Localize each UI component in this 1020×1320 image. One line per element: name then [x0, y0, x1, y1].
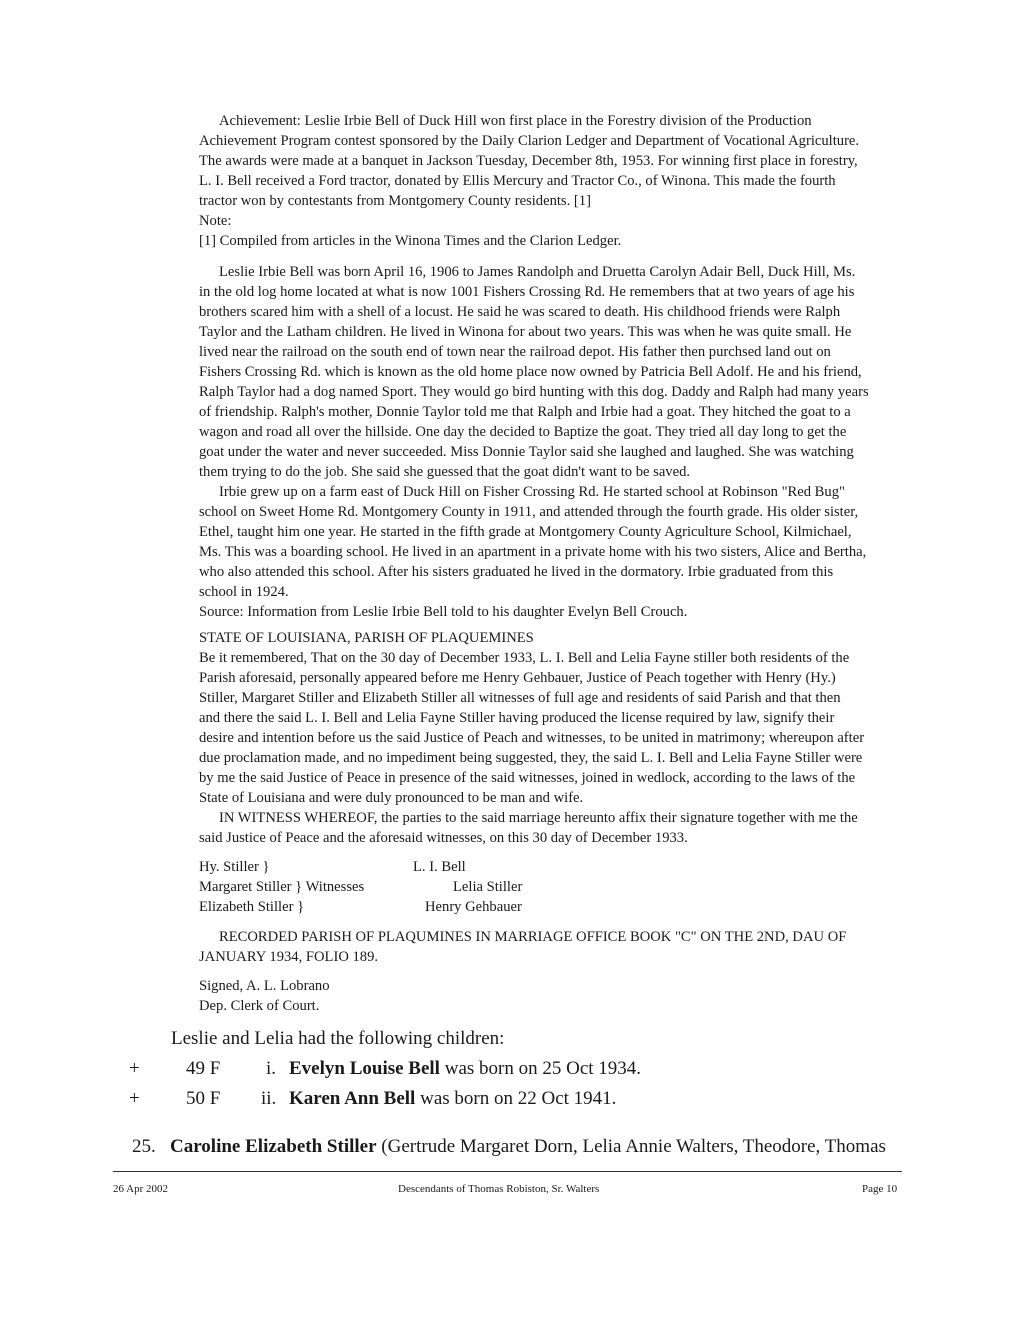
- marriage-line: Be it remembered, That on the 30 day of December 1933, L. I. Bell and Lelia Fayne stiller both residents of the: [199, 650, 850, 666]
- marriage-line: desire and intention before us the said Justice of Peach and witnesses, to be united in matrimony; whereupon after: [199, 730, 865, 746]
- bio-line: goat under the water and never succeeded. Miss Donnie Taylor said she laughed and laughed. She was watching: [199, 444, 854, 460]
- child-plus: +: [129, 1058, 140, 1079]
- marriage-line: State of Louisiana and were duly pronounced to be man and wife.: [199, 790, 584, 806]
- child-number: 49 F: [186, 1058, 221, 1079]
- footer-date: 26 Apr 2002: [113, 1183, 168, 1195]
- signed-line: Dep. Clerk of Court.: [199, 998, 320, 1014]
- witness-name: Elizabeth Stiller }: [199, 899, 305, 915]
- child-plus: +: [129, 1088, 140, 1109]
- achievement-section: [199, 111, 909, 251]
- footer-page: Page 10: [862, 1183, 898, 1195]
- recorded-note: [199, 927, 909, 967]
- signer-3: Henry Gehbauer: [425, 899, 522, 915]
- entry-number: 25.: [132, 1136, 156, 1157]
- child-roman: i.: [266, 1058, 277, 1079]
- marriage-line: due proclamation made, and no impediment being suggested, they, the said L. I. Bell and Lelia Fayne Stiller were: [199, 750, 863, 766]
- achievement-line: L. I. Bell received a Ford tractor, donated by Ellis Mercury and Tractor Co., of Winona. This made the fourth: [199, 173, 836, 189]
- child-roman: ii.: [261, 1088, 277, 1109]
- footer-title: Descendants of Thomas Robiston, Sr. Walters: [398, 1183, 600, 1195]
- entry-heading: [170, 1135, 886, 1159]
- bio-line: school on Sweet Home Rd. Montgomery County in 1911, and attended through the fourth grade. His older sister,: [199, 504, 859, 520]
- achievement-line: Achievement Program contest sponsored by the Daily Clarion Ledger and Department of Vocational Agriculture.: [199, 133, 860, 149]
- witness-list: [199, 857, 364, 917]
- signer-2: Lelia Stiller: [453, 879, 523, 895]
- bio-line: Ms. This was a boarding school. He lived in an apartment in a private home with his two sisters, Alice and Bertha,: [199, 544, 867, 560]
- signed-block: [199, 976, 909, 1016]
- child-birth: was born on 22 Oct 1941.: [415, 1088, 617, 1109]
- achievement-line: Achievement: Leslie Irbie Bell of Duck Hill won first place in the Forestry division of the Production: [219, 113, 812, 129]
- marriage-line: said Justice of Peace and the aforesaid witnesses, on this 30 day of December 1933.: [199, 830, 688, 846]
- bio-line: Taylor and the Latham children. He lived in Winona for about two years. This was when he was quite small. He: [199, 324, 852, 340]
- marriage-line: Parish aforesaid, personally appeared before me Henry Gehbauer, Justice of Peach together with Henry (Hy.): [199, 670, 836, 686]
- biography-section: [199, 262, 909, 622]
- witness-name: Margaret Stiller } Witnesses: [199, 879, 365, 895]
- note-label: Note:: [199, 213, 232, 229]
- child-birth: was born on 25 Oct 1934.: [439, 1058, 642, 1079]
- child-name: Evelyn Louise Bell: [289, 1058, 440, 1079]
- bio-line: who also attended this school. After his sisters graduated he lived in the dormatory. Irbie graduated from this: [199, 564, 834, 580]
- marriage-line: and there the said L. I. Bell and Lelia Fayne Stiller having produced the license required by law, signify their: [199, 710, 835, 726]
- signed-line: Signed, A. L. Lobrano: [199, 978, 330, 994]
- bio-line: Ralph Taylor had a dog named Sport. They would go bird hunting with this dog. Daddy and Ralph had many years: [199, 384, 869, 400]
- child-name: Karen Ann Bell: [289, 1088, 416, 1109]
- bio-line: wagon and road all over the hillside. One day the decided to Baptize the goat. They tried all day long to get the: [199, 424, 847, 440]
- entry-lineage: (Gertrude Margaret Dorn, Lelia Annie Walters, Theodore, Thomas: [376, 1136, 886, 1157]
- bio-line: Ethel, taught him one year. He started in the fifth grade at Montgomery County Agriculture School, Kilmichael,: [199, 524, 852, 540]
- witness-name: Hy. Stiller }: [199, 859, 270, 875]
- marriage-line: IN WITNESS WHEREOF, the parties to the said marriage hereunto affix their signature together with me the: [219, 810, 858, 826]
- signer-1: L. I. Bell: [413, 859, 466, 875]
- note-text: [1] Compiled from articles in the Winona Times and the Clarion Ledger.: [199, 233, 622, 249]
- achievement-line: tractor won by contestants from Montgomery County residents. [1]: [199, 193, 591, 209]
- bio-line: Irbie grew up on a farm east of Duck Hill on Fisher Crossing Rd. He started school at Robinson "Red Bug": [219, 484, 845, 500]
- bio-line: lived near the railroad on the south end of town near the railroad depot. His father then purchsed land out on: [199, 344, 831, 360]
- recorded-line: RECORDED PARISH OF PLAQUMINES IN MARRIAGE OFFICE BOOK "C" ON THE 2ND, DAU OF: [219, 929, 847, 945]
- achievement-line: The awards were made at a banquet in Jackson Tuesday, December 8th, 1953. For winning first place in forestry,: [199, 153, 858, 169]
- bio-line: them trying to do the job. She said she guessed that the goat didn't want to be saved.: [199, 464, 691, 480]
- recorded-line: JANUARY 1934, FOLIO 189.: [199, 949, 379, 965]
- marriage-line: by me the said Justice of Peace in presence of the said witnesses, joined in wedlock, according to the laws of the: [199, 770, 856, 786]
- bio-line: of friendship. Ralph's mother, Donnie Taylor told me that Ralph and Irbie had a goat. They hitched the goat to a: [199, 404, 851, 420]
- child-entry: [289, 1087, 616, 1111]
- marriage-section: [199, 628, 909, 848]
- bio-line: brothers scared him with a shell of a locust. He said he was scared to death. His childhood friends were Ralph: [199, 304, 841, 320]
- marriage-heading: STATE OF LOUISIANA, PARISH OF PLAQUEMINES: [199, 630, 534, 646]
- source-line: Source: Information from Leslie Irbie Bell told to his daughter Evelyn Bell Crouch.: [199, 604, 688, 620]
- bio-line: Leslie Irbie Bell was born April 16, 1906 to James Randolph and Druetta Carolyn Adair Bell, Duck Hill, Ms.: [219, 264, 856, 280]
- marriage-line: Stiller, Margaret Stiller and Elizabeth Stiller all witnesses of full age and residents of said Parish and that then: [199, 690, 841, 706]
- children-intro: Leslie and Lelia had the following children:: [171, 1028, 505, 1049]
- footer-divider: [113, 1171, 902, 1172]
- child-entry: [289, 1057, 641, 1081]
- bio-line: Fishers Crossing Rd. which is known as the old home place now owned by Patricia Bell Adolf. He and his friend,: [199, 364, 862, 380]
- bio-line: in the old log home located at what is now 1001 Fishers Crossing Rd. He remembers that at two years of age his: [199, 284, 855, 300]
- child-number: 50 F: [186, 1088, 221, 1109]
- entry-name: Caroline Elizabeth Stiller: [170, 1136, 377, 1157]
- bio-line: school in 1924.: [199, 584, 289, 600]
